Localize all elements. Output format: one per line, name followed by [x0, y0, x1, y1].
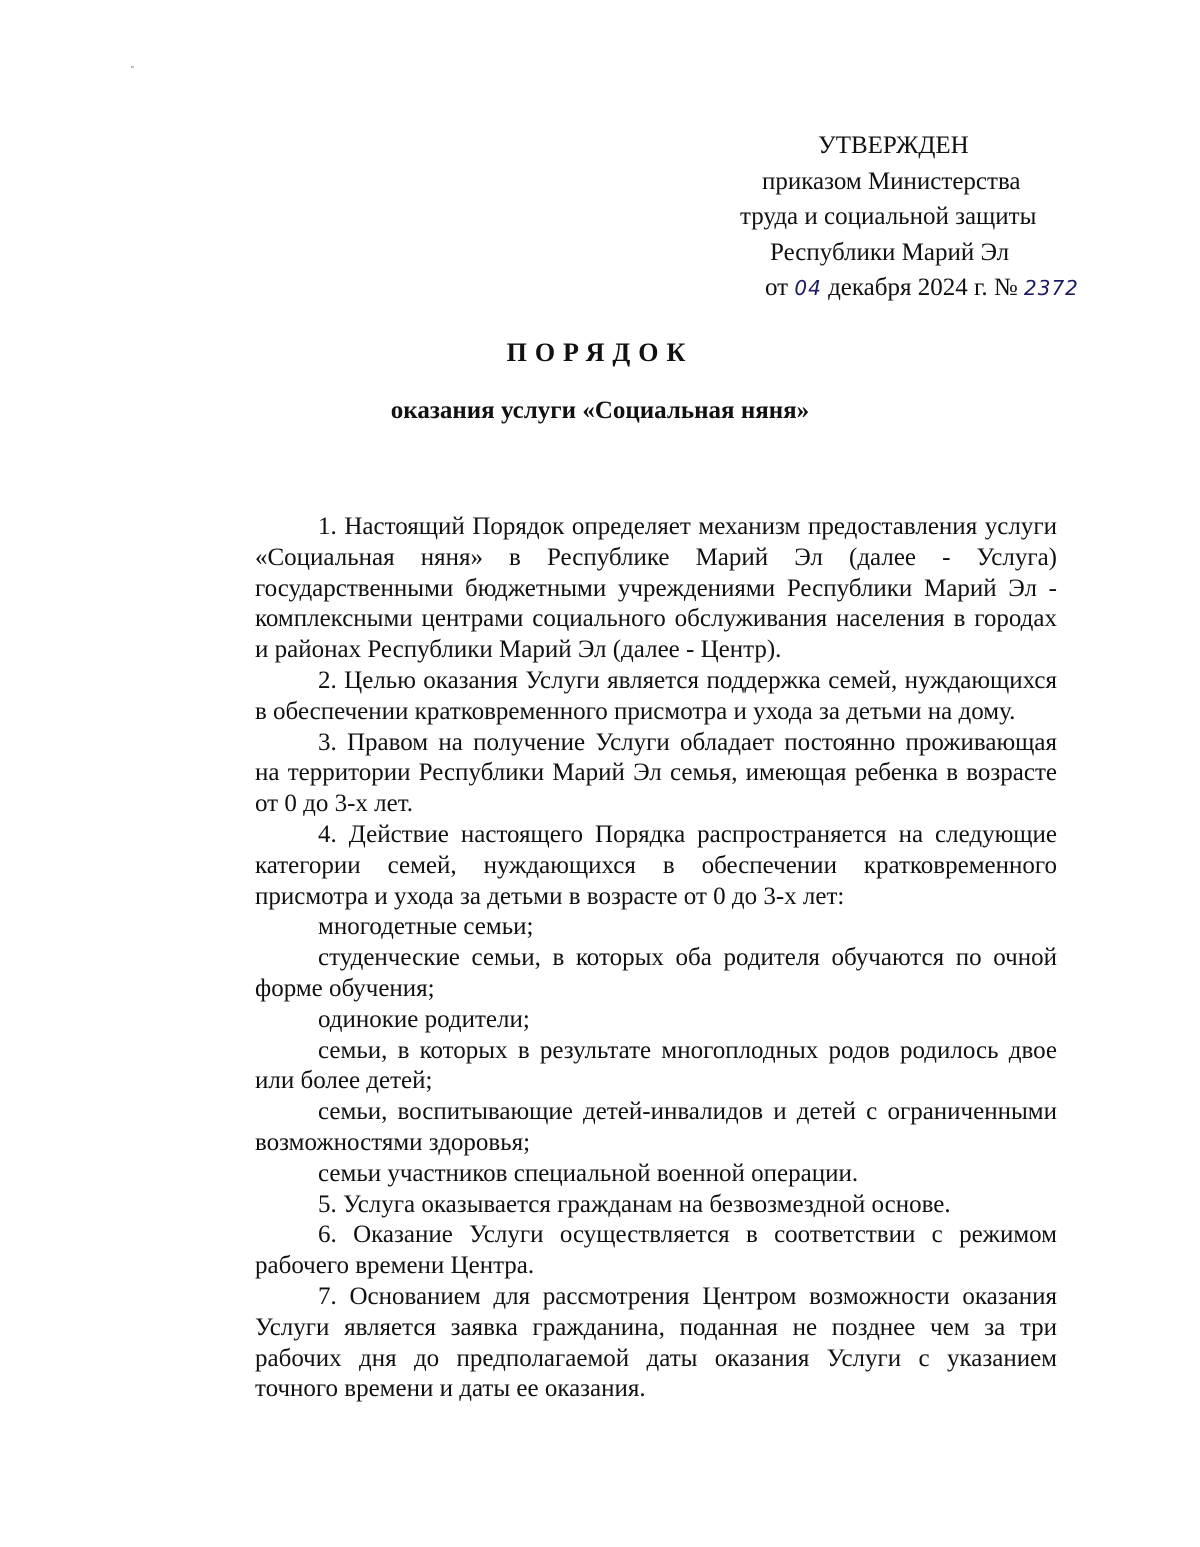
paragraph-5: 5. Услуга оказывается гражданам на безвозмездной основе. — [318, 1190, 951, 1218]
document-title: ПОРЯДОК — [506, 338, 694, 367]
approval-line-order: приказом Министерства — [762, 167, 1021, 195]
paragraph-3: 3. Правом на получение Услуги обладает постоянно проживающая на территории Республики Марий Эл семья, имеющая ребенка в возрасте от 0 до 3-х лет. — [255, 728, 1057, 818]
paragraph-2: 2. Целью оказания Услуги является поддержка семей, нуждающихся в обеспечении кратковременного присмотра и ухода за детьми на дому. — [255, 666, 1057, 725]
category-item: семьи участников специальной военной операции. — [318, 1159, 859, 1187]
category-item: студенческие семьи, в которых оба родителя обучаются по очной форме обучения; — [255, 944, 1057, 1002]
scan-artifact — [131, 66, 134, 68]
date-middle: декабря 2024 г. № — [828, 274, 1018, 301]
approval-line-ministry: труда и социальной защиты — [740, 203, 1037, 230]
paragraph-4: 4. Действие настоящего Порядка распространяется на следующие категории семей, нуждающихся в обеспечении кратковременного присмотра и ухода за детьми в возрасте от 0 до 3-х лет: — [255, 820, 1057, 910]
approval-line-republic: Республики Марий Эл — [770, 238, 1010, 266]
category-item: многодетные семьи; — [318, 913, 534, 941]
date-prefix: от — [765, 274, 789, 301]
handwritten-number: 2372 — [1024, 276, 1079, 300]
category-item: одинокие родители; — [318, 1005, 530, 1033]
paragraph-6: 6. Оказание Услуги осуществляется в соответствии с режимом рабочего времени Центра. — [255, 1221, 1057, 1280]
category-item: семьи, воспитывающие детей-инвалидов и детей с ограниченными возможностями здоровья; — [255, 1098, 1057, 1156]
document-subtitle: оказания услуги «Социальная няня» — [390, 397, 810, 424]
category-item: семьи, в которых в результате многоплодных родов родилось двое или более детей; — [255, 1036, 1057, 1095]
approval-block — [640, 128, 1160, 307]
handwritten-day: 04 — [794, 276, 822, 300]
approval-heading: УТВЕРЖДЕН — [818, 132, 969, 159]
paragraph-7: 7. Основанием для рассмотрения Центром возможности оказания Услуги является заявка гражданина, поданная не позднее чем за три рабочих дня до предполагаемой даты оказания Услуги с указанием точного времени и даты ее оказания. — [255, 1282, 1057, 1403]
approval-line-date — [765, 270, 1200, 307]
paragraph-1: 1. Настоящий Порядок определяет механизм предоставления услуги «Социальная няня» в Республике Марий Эл (далее - Услуга) государственными бюджетными учреждениями Республики Марий Эл - комплексными центрами социального обслуживания населения в городах и районах Республики Марий Эл (далее - Центр). — [255, 513, 1057, 664]
document-body — [255, 512, 1057, 1405]
